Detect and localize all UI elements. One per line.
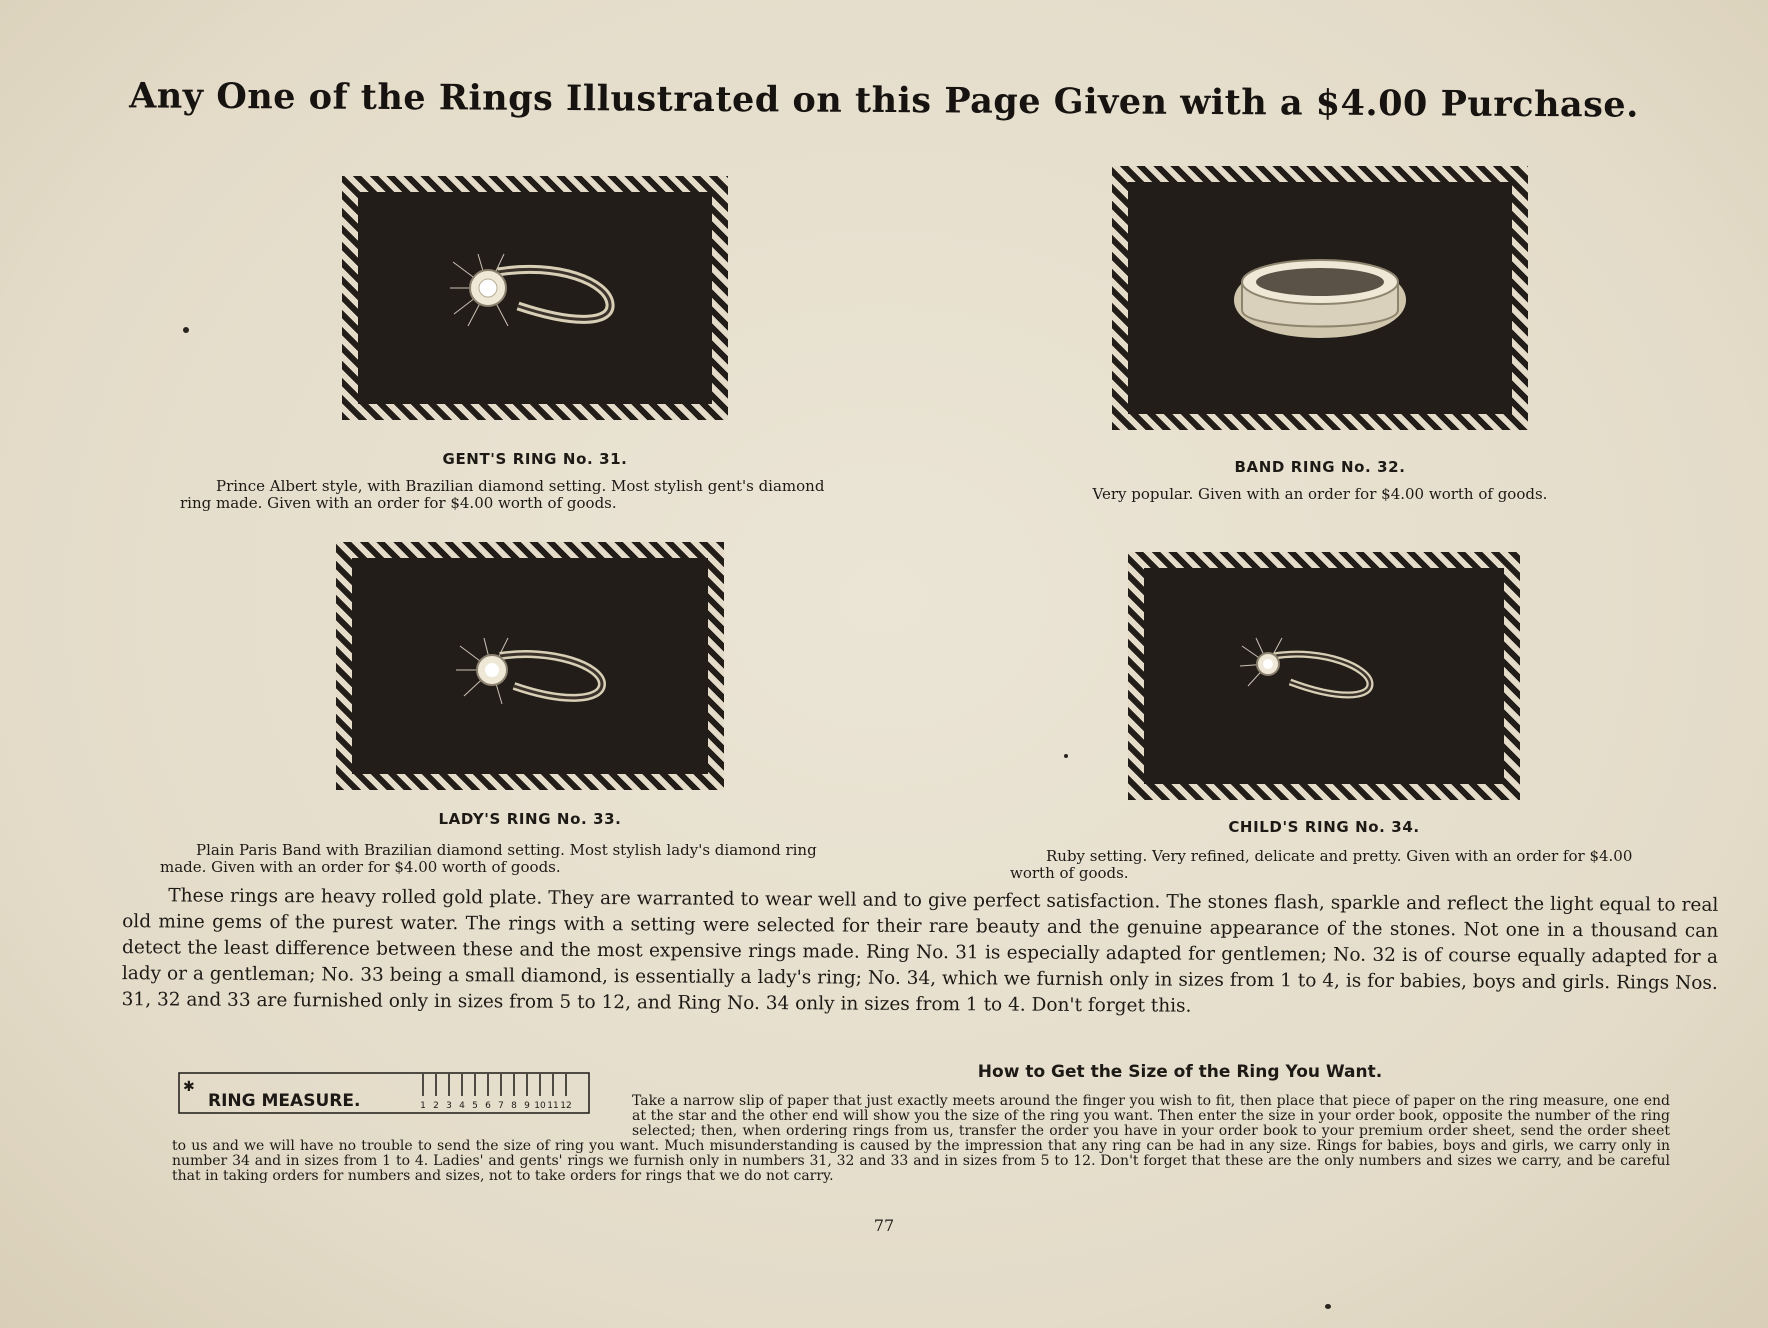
ring-size-instructions: [172, 1094, 1670, 1184]
ink-speck: [1064, 754, 1068, 758]
ring-warranty-paragraph: These rings are heavy rolled gold plate. They are warranted to wear well and to give perfect satisfaction. The stones flash, sparkle and reflect the light equal to real old mine gems of the purest water. The rings with a setting were selected for their rare beauty and the genuine appearance of the stones. Not one in a thousand can detect the least difference between these and the most expensive rings made. Ring No. 31 is especially adapted for gentlemen; No. 32 is of course equally adapted for a lady or a gentleman; No. 33 being a small diamond, is essentially a lady's ring; No. 34, which we furnish only in sizes from 1 to 4, is for babies, boys and girls. Rings Nos. 31, 32 and 33 are furnished only in sizes from 5 to 12, and Ring No. 34 only in sizes from 1 to 4. Don't forget this.: [121, 885, 1719, 1017]
ink-speck: [1325, 1304, 1331, 1309]
ring-34-description: Ruby setting. Very refined, delicate and pretty. Given with an order for $4.00 worth of goods.: [1010, 847, 1633, 882]
svg-text:6: 6: [485, 1101, 491, 1111]
gents-ring-drawing: [358, 192, 712, 404]
ring-31-description: Prince Albert style, with Brazilian diamond setting. Most stylish gent's diamond ring made. Given with an order for $4.00 worth of goods.: [180, 477, 825, 512]
ring-measure-star-icon: ✱: [183, 1079, 195, 1095]
svg-text:12: 12: [560, 1101, 572, 1111]
ring-33-name: LADY'S RING No. 33.: [438, 810, 622, 828]
svg-text:11: 11: [547, 1101, 559, 1111]
svg-text:7: 7: [498, 1101, 504, 1111]
ring-31-illustration: [342, 176, 728, 420]
ring-31-name: GENT'S RING No. 31.: [442, 450, 628, 468]
childs-ring-drawing: [1144, 568, 1504, 784]
ring-32-description: Very popular. Given with an order for $4.00 worth of goods.: [1092, 485, 1548, 503]
ruler-space: [172, 1094, 632, 1125]
svg-text:10: 10: [534, 1101, 546, 1111]
ladys-ring-drawing: [352, 558, 708, 774]
svg-text:3: 3: [446, 1101, 452, 1111]
band-ring-drawing: [1128, 182, 1512, 414]
ring-measure-label: RING MEASURE.: [208, 1091, 361, 1111]
ring-34-illustration: [1128, 552, 1520, 800]
ring-size-heading: How to Get the Size of the Ring You Want.: [977, 1062, 1383, 1082]
svg-text:9: 9: [524, 1101, 530, 1111]
svg-text:2: 2: [433, 1101, 439, 1111]
ring-size-instructions-text: Take a narrow slip of paper that just exactly meets around the finger you wish to fit, then place that piece of paper on the ring measure, one end at the star and the other end will show you the size of the ring you want. Then enter the size in your order book, opposite the number of the ring selected; then, when ordering rings from us, transfer the order you have in your order book to your premium order sheet, send the order sheet to us and we will have no trouble to send the size of ring you want. Much misunderstanding is caused by the impression that any ring can be had in any size. Rings for babies, boys and girls, we carry only in number 34 and in sizes from 1 to 4. Ladies' and gents' rings we furnish only in numbers 31, 32 and 33 and in sizes from 5 to 12. Don't forget that these are the only numbers and sizes we carry, and be careful that in taking orders for numbers and sizes, not to take orders for rings that we do not carry.: [172, 1093, 1670, 1184]
ring-32-name: BAND RING No. 32.: [1234, 458, 1406, 476]
svg-text:4: 4: [459, 1101, 465, 1111]
svg-text:8: 8: [511, 1101, 517, 1111]
ink-speck: [183, 327, 189, 333]
svg-text:5: 5: [472, 1101, 478, 1111]
page-title: Any One of the Rings Illustrated on this Page Given with a $4.00 Purchase.: [129, 75, 1639, 126]
page-number: 77: [873, 1216, 895, 1235]
ring-33-illustration: [336, 542, 724, 790]
ring-32-illustration: [1112, 166, 1528, 430]
ring-34-name: CHILD'S RING No. 34.: [1228, 818, 1420, 836]
ring-33-description: Plain Paris Band with Brazilian diamond setting. Most stylish lady's diamond ring made. Given with an order for $4.00 worth of goods.: [160, 841, 817, 876]
svg-text:1: 1: [420, 1101, 426, 1111]
